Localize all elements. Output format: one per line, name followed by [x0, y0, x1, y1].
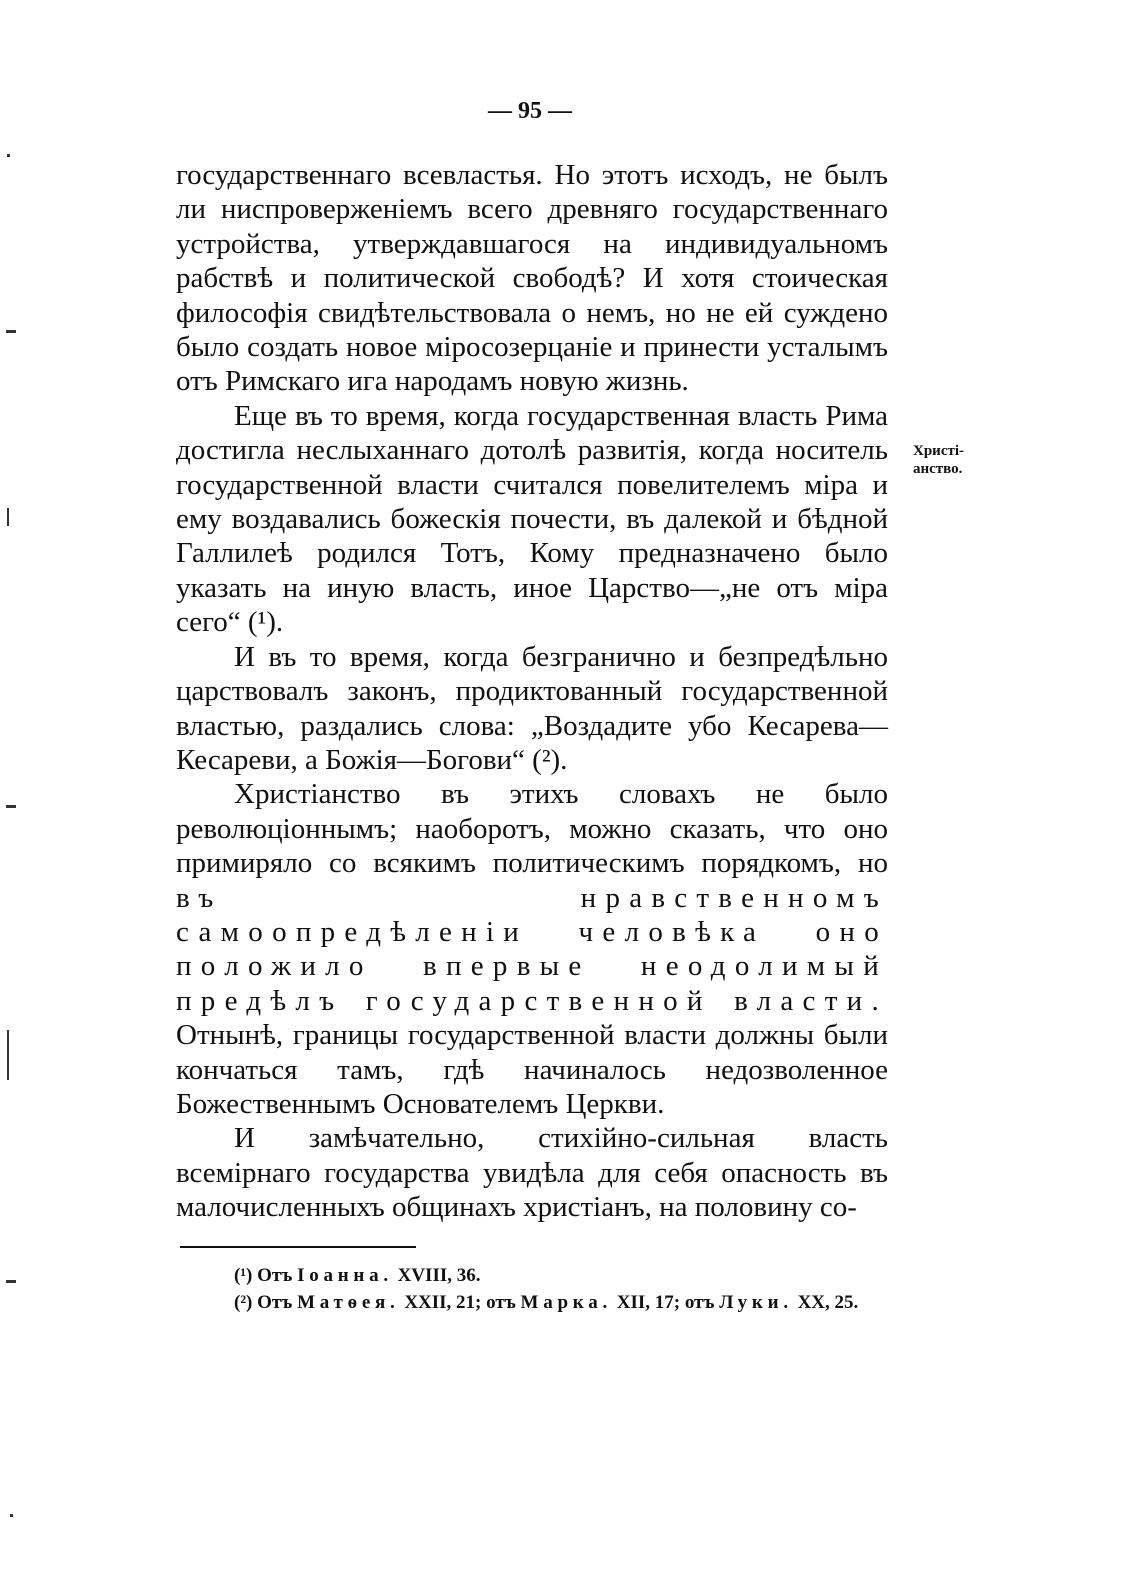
- paragraph-4-normal-2: Отнынѣ, границы государственной власти должны были кончаться тамъ, гдѣ начиналось недозволенное Божественнымъ Основателемъ Церкви.: [176, 1019, 888, 1120]
- footnote-2: [176, 1289, 888, 1316]
- footnote-1-name: Іоанна.: [297, 1265, 393, 1286]
- footnote-2-name-2: Марка.: [520, 1292, 612, 1313]
- body-text: [176, 158, 888, 1225]
- scan-mark: [10, 1514, 13, 1517]
- footnote-1-marker: (¹): [234, 1265, 253, 1286]
- scan-mark: [6, 805, 16, 808]
- margin-note: [913, 442, 1003, 478]
- scan-mark: [7, 1030, 9, 1080]
- margin-note-line-2: анство.: [913, 461, 963, 477]
- footnote-2-ot-1: Отъ: [257, 1292, 293, 1313]
- footnote-2-name-1: Матѳея.: [297, 1292, 400, 1313]
- footnote-2-ref-2: XII, 17;: [616, 1292, 681, 1313]
- footnote-2-marker: (²): [234, 1292, 253, 1313]
- footnote-2-ref-1: XXII, 21;: [404, 1292, 482, 1313]
- paragraph-2: Еще въ то время, когда государственная власть Рима достигла неслыханнаго дотолѣ развитія, когда носитель государственной власти считался повелителемъ міра и ему воздавались божескія почести, въ далекой и бѣдной Галлилеѣ родился Тотъ, Кому предназначено было указать на иную власть, иное Царство—„не отъ міра сего“ (¹).: [176, 399, 888, 639]
- page-number: — 95 —: [488, 98, 572, 124]
- footnote-2-name-3: Луки.: [719, 1292, 793, 1313]
- scan-mark: [6, 1280, 16, 1283]
- paragraph-4: [176, 777, 888, 1121]
- scan-mark: [6, 330, 16, 333]
- paragraph-4-normal-1: Христіанство въ этихъ словахъ не было революціоннымъ; наоборотъ, можно сказать, что оно примиряло со всякимъ политическимъ порядкомъ, но: [176, 778, 888, 880]
- scan-mark: [7, 154, 10, 157]
- footnote-1-ref: XVIII, 36.: [397, 1265, 481, 1286]
- paragraph-1: государственнаго всевластья. Но этотъ исходъ, не былъ ли ниспроверженіемъ всего древняго государственнаго устройства, утверждавшагося на индивидуальномъ рабствѣ и политической свободѣ? И хотя стоическая философія свидѣтельствовала о немъ, но не ей суждено было создать новое міросозерцаніе и принести усталымъ отъ Римскаго ига народамъ новую жизнь.: [176, 159, 888, 398]
- footnote-2-ref-3: XX, 25.: [797, 1292, 859, 1313]
- footnote-2-ot-2: отъ: [486, 1292, 516, 1313]
- paragraph-4-spaced-emphasis: въ нравственномъ самоопредѣленіи человѣка оно положило впервые неодолимый предѣлъ государственной власти.: [176, 881, 888, 1017]
- paragraph-5: И замѣчательно, стихійно-сильная власть всемірнаго государства увидѣла для себя опасность въ малочисленныхъ общинахъ христіанъ, на половину со-: [176, 1122, 888, 1224]
- footnote-1: [176, 1262, 888, 1289]
- footnote-1-ot: Отъ: [257, 1265, 293, 1286]
- footnotes: [176, 1262, 888, 1316]
- margin-note-line-1: Христі-: [913, 443, 965, 459]
- paragraph-3: И въ то время, когда безгранично и безпредѣльно царствовалъ законъ, продиктованный государственной властью, раздались слова: „Воздадите убо Кесарева—Кесареви, а Божія—Богови“ (²).: [176, 640, 888, 776]
- scan-mark: [7, 508, 9, 526]
- footnote-rule: [180, 1246, 416, 1248]
- footnote-2-ot-3: отъ: [684, 1292, 715, 1313]
